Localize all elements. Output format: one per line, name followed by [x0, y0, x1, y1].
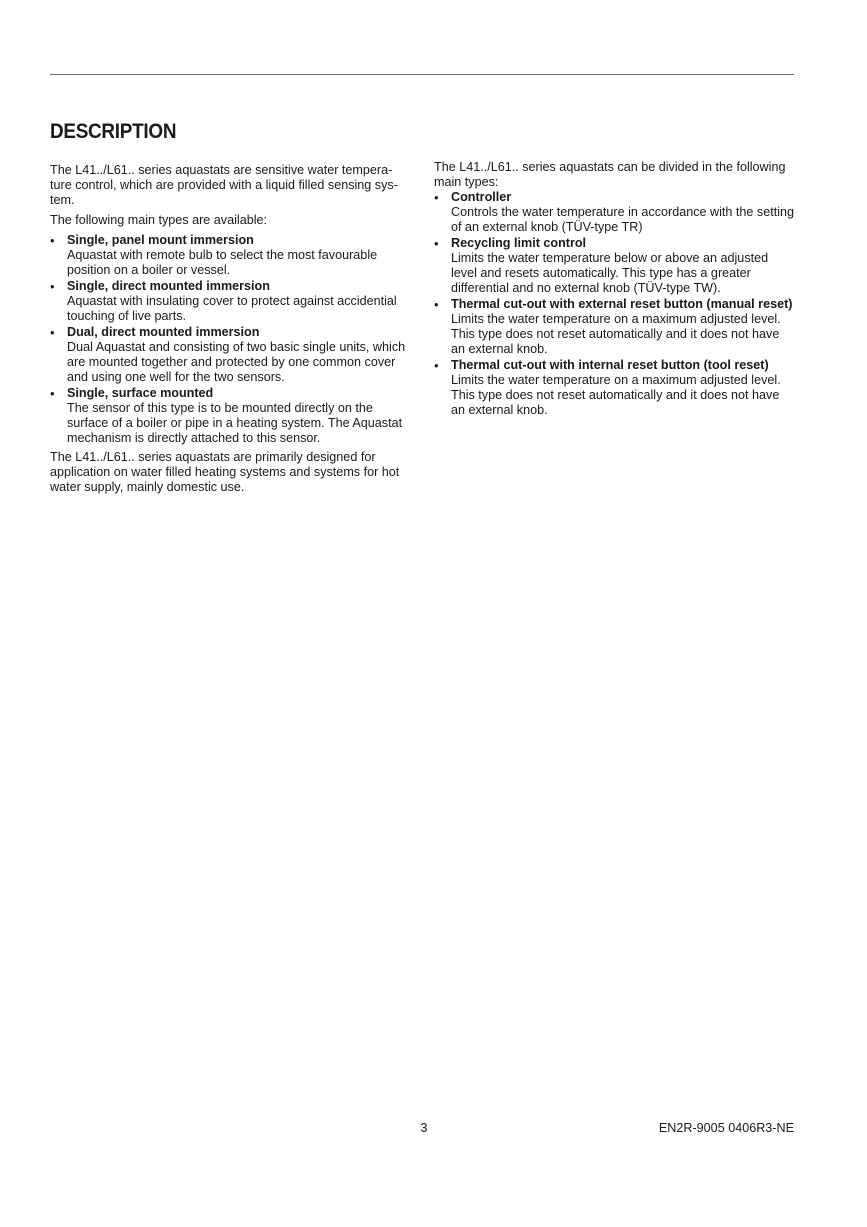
item-title: • Single, direct mounted immersion	[67, 279, 270, 293]
list-item	[434, 190, 796, 235]
item-text: Dual Aquastat and consisting of two basic single units, which are mounted together and protected by one common cover and using one well for the two sensors.	[67, 340, 406, 384]
top-divider	[50, 74, 794, 75]
item-text: Limits the water temperature below or above an adjusted level and resets automatically. This type has a greater differential and no external knob (TÜV-type TW).	[451, 251, 769, 295]
section-heading: DESCRIPTION	[50, 120, 177, 143]
list-item	[434, 358, 796, 418]
list-item	[50, 279, 412, 324]
divided-types-intro: The L41../L61.. series aquastats can be divided in the following main types:	[434, 160, 786, 189]
list-item	[50, 233, 412, 278]
document-code: EN2R-9005 0406R3-NE	[658, 1121, 794, 1135]
item-title: • Dual, direct mounted immersion	[67, 325, 260, 339]
closing-paragraph: The L41../L61.. series aquastats are primarily designed for application on water filled heating systems and systems for hot water supply, mainly domestic use.	[50, 450, 400, 494]
list-item	[50, 325, 412, 385]
item-text: Aquastat with insulating cover to protect against accidential touching of live parts.	[67, 294, 397, 323]
main-types-list	[434, 190, 796, 418]
list-item	[434, 297, 796, 357]
item-text: The sensor of this type is to be mounted directly on the surface of a boiler or pipe in a heating system. The Aquastat mechanism is directly attached to this sensor.	[67, 401, 403, 445]
item-text: Limits the water temperature on a maximum adjusted level. This type does not reset automatically and it does not have an external knob.	[451, 312, 781, 356]
item-text: Limits the water temperature on a maximum adjusted level. This type does not reset automatically and it does not have an external knob.	[451, 373, 781, 417]
list-item	[434, 236, 796, 296]
available-types-list	[50, 233, 412, 446]
item-title: • Recycling limit control	[451, 236, 587, 250]
item-title: • Thermal cut-out with external reset button (manual reset)	[451, 297, 793, 311]
item-title: • Single, panel mount immersion	[67, 233, 254, 247]
page-number: 3	[420, 1121, 428, 1135]
left-column	[50, 160, 412, 500]
types-lead-paragraph: The following main types are available:	[50, 213, 268, 227]
item-text: Aquastat with remote bulb to select the most favourable position on a boiler or vessel.	[67, 248, 378, 277]
item-title: • Controller	[451, 190, 512, 204]
item-text: Controls the water temperature in accordance with the setting of an external knob (TÜV-type TR)	[451, 205, 795, 234]
list-item	[50, 386, 412, 446]
intro-paragraph: The L41../L61.. series aquastats are sensitive water tempera-ture control, which are provided with a liquid filled sensing sys-tem.	[50, 163, 398, 207]
item-title: • Single, surface mounted	[67, 386, 214, 400]
item-title: • Thermal cut-out with internal reset button (tool reset)	[451, 358, 769, 372]
right-column	[434, 160, 796, 422]
